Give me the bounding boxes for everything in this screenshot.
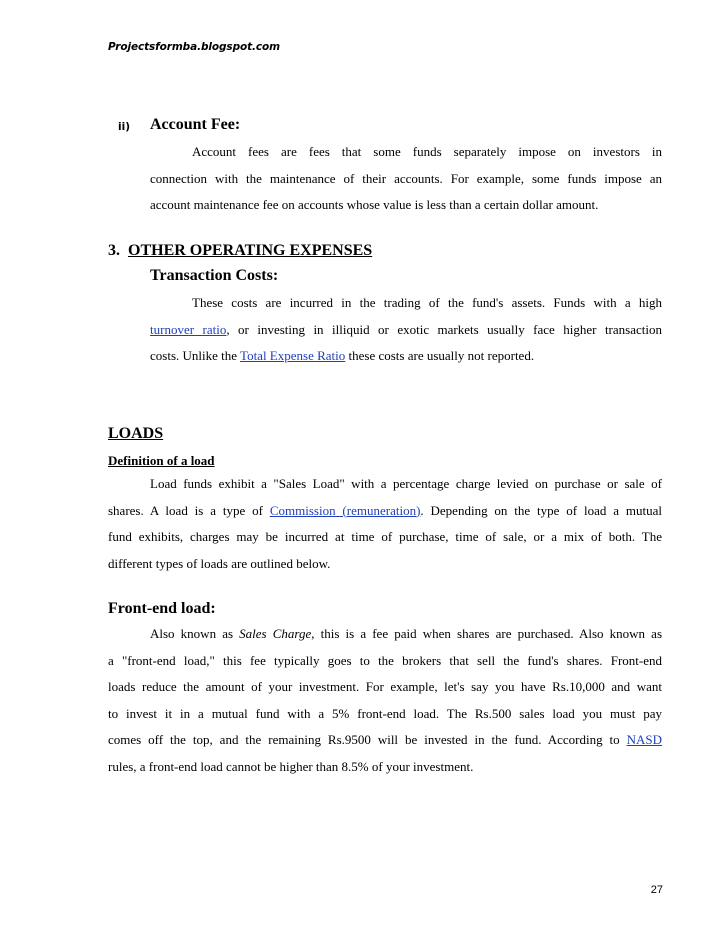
section-title: OTHER OPERATING EXPENSES [128,242,373,259]
text-line: to invest it in a mutual fund with a 5% front-end load. The Rs.500 sales load you must pay [108,705,662,721]
text-line: costs. Unlike the Total Expense Ratio these costs are usually not reported. [150,348,535,363]
section-heading-loads: LOADS [108,425,164,442]
definition-heading: Definition of a load [108,453,215,468]
text-line: Load funds exhibit a "Sales Load" with a percentage charge levied on purchase or sale of [150,476,662,491]
text-line: account maintenance fee on accounts whose value is less than a certain dollar amount. [150,197,599,212]
link-turnover-ratio[interactable]: turnover ratio [150,321,227,337]
link-nasd[interactable]: NASD [626,732,662,747]
text-line: fund exhibits, charges may be incurred at time of purchase, time of sale, or a mix of both. The [108,529,662,544]
link-total-expense-ratio[interactable]: Total Expense Ratio [240,348,346,363]
text-line: turnover ratio, or investing in illiquid or exotic markets usually face higher transaction [150,321,662,337]
text-line: different types of loads are outlined below. [108,555,331,571]
page-header: Projectsformba.blogspot.com [108,41,280,53]
text-line: loads reduce the amount of your investment. For example, let's say you have Rs.10,000 and want [108,679,662,694]
page-number: 27 [650,884,663,896]
link-commission[interactable]: Commission (remuneration) [269,502,421,518]
front-end-paragraph [108,621,662,780]
section-heading-other-expenses [108,242,372,260]
loads-paragraph [108,471,662,577]
subheading-transaction-costs: Transaction Costs: [150,267,279,284]
text-line: shares. A load is a type of Commission (remuneration). Depending on the type of load a mutual [108,502,663,518]
section-heading-account-fee: Account Fee: [150,116,241,133]
text-line: rules, a front-end load cannot be higher than 8.5% of your investment. [108,758,474,774]
text-line: Account fees are fees that some funds separately impose on investors in [192,144,662,159]
text-line: These costs are incurred in the trading of the fund's assets. Funds with a high [192,295,662,310]
section-heading-front-end-load: Front-end load: [108,600,216,617]
section-number: 3. [108,242,120,259]
text-line: Also known as Sales Charge, this is a fee paid when shares are purchased. Also known as [150,626,662,641]
transaction-costs-paragraph [150,290,662,370]
text-line: a "front-end load," this fee typically goes to the brokers that sell the fund's shares. Front-end [108,652,662,668]
account-fee-paragraph [150,139,662,219]
list-marker: ii) [118,121,130,133]
text-line: comes off the top, and the remaining Rs.9500 will be invested in the fund. According to NASD [108,732,662,747]
text-line: connection with the maintenance of their accounts. For example, some funds impose an [150,170,662,186]
